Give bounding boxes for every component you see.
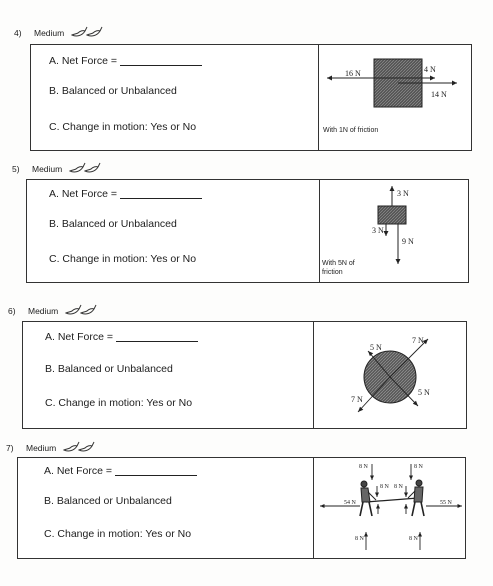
problem-box [17,457,466,559]
problem-box [22,321,467,429]
balanced-question: B. Balanced or Unbalanced [49,85,177,97]
force-label-16n: 16 N [345,69,361,78]
problem-number: 6) [8,306,16,316]
force-label-8n-left-head: 8 N [359,464,368,470]
chili-pepper-icon [62,441,96,453]
force-label-55n: 55 N [440,500,452,506]
balanced-question: B. Balanced or Unbalanced [44,495,172,507]
force-diagram-svg [314,458,465,558]
force-diagram [314,322,466,428]
motion-question: C. Change in motion: Yes or No [45,397,193,409]
force-label-8n-left-ground: 8 N [355,536,364,542]
rope [366,498,418,502]
answer-blank[interactable] [116,331,198,342]
chili-pepper-icon [68,162,102,174]
tug-of-war-diagram [314,458,465,558]
force-label-8n-right-head: 8 N [414,464,423,470]
box-object [378,206,406,224]
problem-box [26,179,469,283]
problem-number: 4) [14,28,22,38]
motion-question: C. Change in motion: Yes or No [49,121,197,133]
problem-header [6,441,96,453]
difficulty-label: Medium [28,306,59,316]
chili-pepper-icon [70,26,104,38]
difficulty-label: Medium [32,164,63,174]
difficulty-label: Medium [34,28,65,38]
net-force-question: A. Net Force = [45,331,198,343]
balanced-question: B. Balanced or Unbalanced [49,218,177,230]
force-label-3n-down: 3 N [372,226,384,235]
net-force-question: A. Net Force = [44,465,197,477]
motion-question: C. Change in motion: Yes or No [49,253,197,265]
problem-number: 7) [6,443,14,453]
person-left [360,481,376,516]
problem-number: 5) [12,164,20,174]
problem-header [14,26,104,38]
answer-blank[interactable] [115,465,197,476]
force-label-54n: 54 N [344,500,356,506]
answer-blank[interactable] [120,55,202,66]
friction-note: With 1N of friction [323,127,379,134]
net-force-question: A. Net Force = [49,188,202,200]
problem-7 [0,430,493,586]
answer-blank[interactable] [120,188,202,199]
motion-question: C. Change in motion: Yes or No [44,528,192,540]
force-label-7n-upper: 7 N [412,336,424,345]
force-label-9n: 9 N [402,237,414,246]
problem-4 [0,0,493,160]
problem-box [30,44,472,151]
force-label-4n: 4 N [424,65,436,74]
force-label-8n-right-body: 8 N [394,484,403,490]
net-force-question: A. Net Force = [49,55,202,67]
problem-6 [0,290,493,440]
force-label-8n-right-ground: 8 N [409,536,418,542]
force-label-5n-lower: 5 N [418,388,430,397]
force-label-7n-lower: 7 N [351,395,363,404]
force-diagram [320,180,468,282]
force-diagram-svg [314,322,466,428]
force-label-8n-left-body: 8 N [380,484,389,490]
problem-5 [0,150,493,290]
force-label-5n-upper: 5 N [370,343,382,352]
difficulty-label: Medium [26,443,57,453]
force-label-3n-up: 3 N [397,189,409,198]
friction-note: With 5N of friction [322,260,355,276]
problem-header [8,304,98,316]
balanced-question: B. Balanced or Unbalanced [45,363,173,375]
problem-header [12,162,102,174]
force-label-14n: 14 N [431,90,447,99]
force-diagram [319,45,471,150]
chili-pepper-icon [64,304,98,316]
